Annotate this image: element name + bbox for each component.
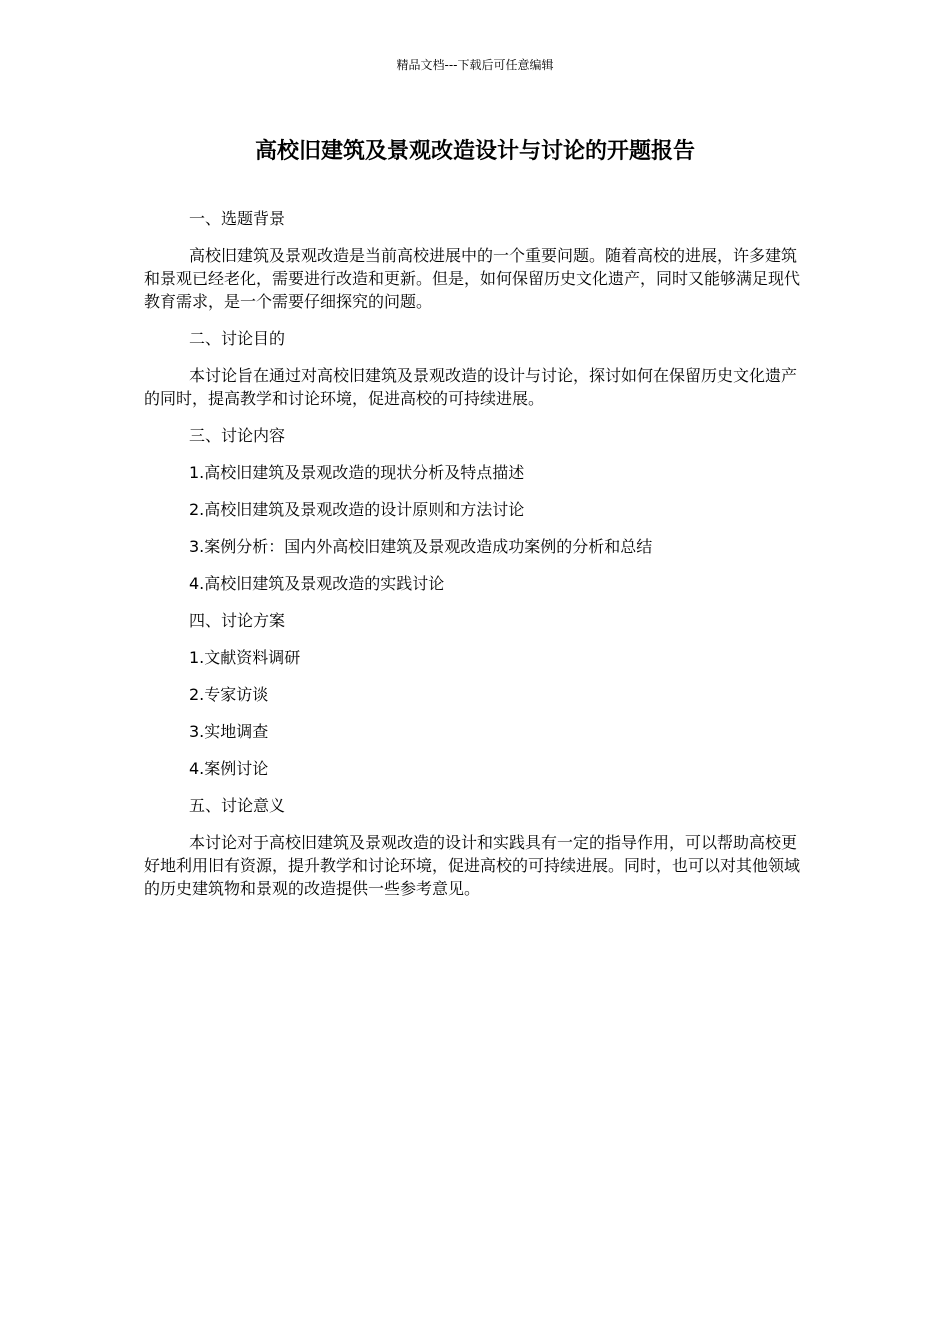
- section-paragraph-significance: 本讨论对于高校旧建筑及景观改造的设计和实践具有一定的指导作用，可以帮助高校更好地利用旧有资源，提升教学和讨论环境，促进高校的可持续进展。同时，也可以对其他领域的历史建筑物和景观的改造提供一些参考意见。: [144, 833, 801, 898]
- section-heading-plan: 四、讨论方案: [189, 611, 286, 630]
- list-item: 1.文献资料调研: [189, 648, 301, 667]
- list-item: 2.高校旧建筑及景观改造的设计原则和方法讨论: [189, 500, 525, 519]
- list-item: 2.专家访谈: [189, 685, 269, 704]
- list-item: 3.实地调查: [189, 722, 269, 741]
- section-heading-background: 一、选题背景: [189, 209, 286, 228]
- section-paragraph-purpose: 本讨论旨在通过对高校旧建筑及景观改造的设计与讨论，探讨如何在保留历史文化遗产的同时，提高教学和讨论环境，促进高校的可持续进展。: [144, 366, 798, 408]
- document-body: [144, 207, 806, 914]
- section-heading-purpose: 二、讨论目的: [189, 329, 286, 348]
- list-item: 4.高校旧建筑及景观改造的实践讨论: [189, 574, 445, 593]
- section-paragraph-background: 高校旧建筑及景观改造是当前高校进展中的一个重要问题。随着高校的进展，许多建筑和景观已经老化，需要进行改造和更新。但是，如何保留历史文化遗产，同时又能够满足现代教育需求，是一个需要仔细探究的问题。: [144, 246, 801, 311]
- list-item: 3.案例分析：国内外高校旧建筑及景观改造成功案例的分析和总结: [189, 537, 653, 556]
- page-header: 精品文档---下载后可任意编辑: [396, 58, 554, 72]
- section-heading-content: 三、讨论内容: [189, 426, 286, 445]
- list-item: 4.案例讨论: [189, 759, 269, 778]
- list-item: 1.高校旧建筑及景观改造的现状分析及特点描述: [189, 463, 525, 482]
- section-heading-significance: 五、讨论意义: [189, 796, 286, 815]
- document-title: 高校旧建筑及景观改造设计与讨论的开题报告: [254, 139, 695, 164]
